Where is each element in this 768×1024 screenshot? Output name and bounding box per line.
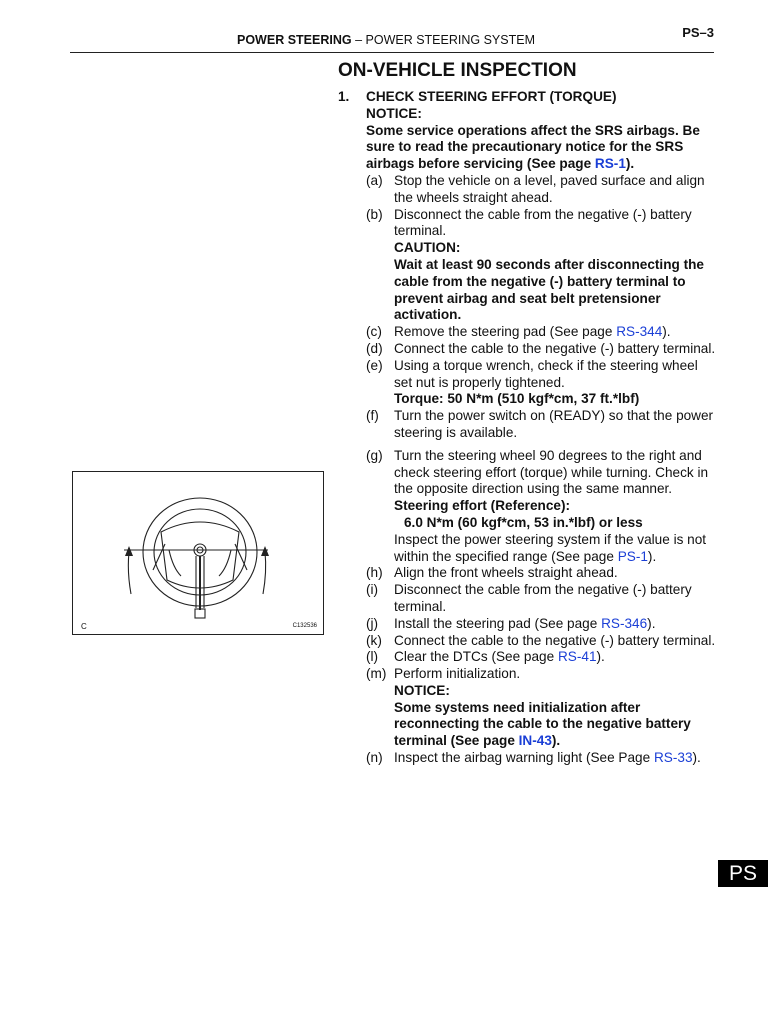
left-rotation-arrow (128, 552, 131, 594)
link-rs-344[interactable]: RS-344 (616, 324, 663, 340)
section-heading: ON-VEHICLE INSPECTION (338, 60, 577, 81)
torque-wrench-grip (195, 609, 205, 618)
steering-wheel-illustration (73, 472, 323, 634)
link-rs-1[interactable]: RS-1 (594, 156, 626, 172)
item-g: (g) Turn the steering wheel 90 degrees to the right and check steering effort (torque) while turning. Check in the opposite direction using the same manner. (366, 447, 709, 497)
link-rs-346[interactable]: RS-346 (601, 615, 648, 631)
item-a: (a) Stop the vehicle on a level, paved surface and align the wheels straight ahead. (366, 172, 705, 205)
header-section: POWER STEERING (237, 33, 352, 47)
left-arrow-head (125, 546, 133, 556)
item-k: (k) Connect the cable to the negative (-) battery terminal. (366, 632, 716, 648)
item-d: (d) Connect the cable to the negative (-) battery terminal. (366, 340, 716, 356)
procedure-content (338, 89, 718, 767)
step-1-notice: Some service operations affect the SRS airbags. Be sure to read the precautionary notice for the SRS airbags before servicing (See page RS-1). (366, 122, 700, 172)
step-1-notice-label: NOTICE: (366, 105, 422, 121)
right-arrow-head (261, 546, 269, 556)
item-e: (e) Using a torque wrench, check if the steering wheel set nut is properly tightened. (366, 357, 698, 390)
caution-text: Wait at least 90 seconds after disconnecting the cable from the negative (-) battery terminal to prevent airbag and seat belt pretensioner activation. (394, 256, 704, 323)
item-i: (i) Disconnect the cable from the negative (-) battery terminal. (366, 582, 692, 614)
item-c: (c) Remove the steering pad (See page RS-344). (366, 324, 671, 340)
inspect-text: Inspect the power steering system if the value is not within the specified range (See page PS-1). (394, 531, 707, 564)
item-b: (b) Disconnect the cable from the negative (-) battery terminal. (366, 206, 692, 239)
item-f: (f) Turn the power switch on (READY) so that the power steering is available. (366, 408, 714, 440)
item-n: (n) Inspect the airbag warning light (See Page RS-33). (366, 750, 701, 766)
item-m: (m) Perform initialization. (366, 666, 521, 682)
effort-value: 6.0 N*m (60 kgf*cm, 53 in.*lbf) or less (404, 514, 643, 530)
header-title (237, 33, 535, 47)
figure-corner-label: C (81, 622, 87, 631)
page-number: PS–3 (682, 25, 714, 40)
notice-2-text: Some systems need initialization after reconnecting the cable to the negative battery terminal (See page IN-43). (394, 699, 691, 749)
header-separator: – (355, 33, 363, 47)
header-rule (70, 52, 714, 53)
link-ps-1[interactable]: PS-1 (617, 548, 648, 564)
step-1-title: 1. CHECK STEERING EFFORT (TORQUE) (338, 89, 617, 104)
item-l: (l) Clear the DTCs (See page RS-41). (366, 649, 605, 665)
effort-label: Steering effort (Reference): (394, 498, 570, 514)
page-header (0, 0, 768, 54)
section-tab: PS (718, 860, 768, 887)
link-rs-41[interactable]: RS-41 (557, 649, 597, 665)
steering-wheel-figure (72, 471, 324, 635)
figure-code: C132536 (292, 623, 317, 629)
notice-2-label: NOTICE: (394, 682, 450, 698)
header-subsection: POWER STEERING SYSTEM (365, 33, 535, 47)
link-in-43[interactable]: IN-43 (518, 733, 552, 749)
right-rotation-arrow (263, 552, 266, 594)
link-rs-33[interactable]: RS-33 (653, 750, 693, 766)
item-h: (h) Align the front wheels straight ahead. (366, 565, 618, 581)
torque-spec: Torque: 50 N*m (510 kgf*cm, 37 ft.*lbf) (394, 391, 640, 407)
caution-label: CAUTION: (394, 240, 461, 256)
item-j: (j) Install the steering pad (See page RS-346). (366, 615, 656, 631)
